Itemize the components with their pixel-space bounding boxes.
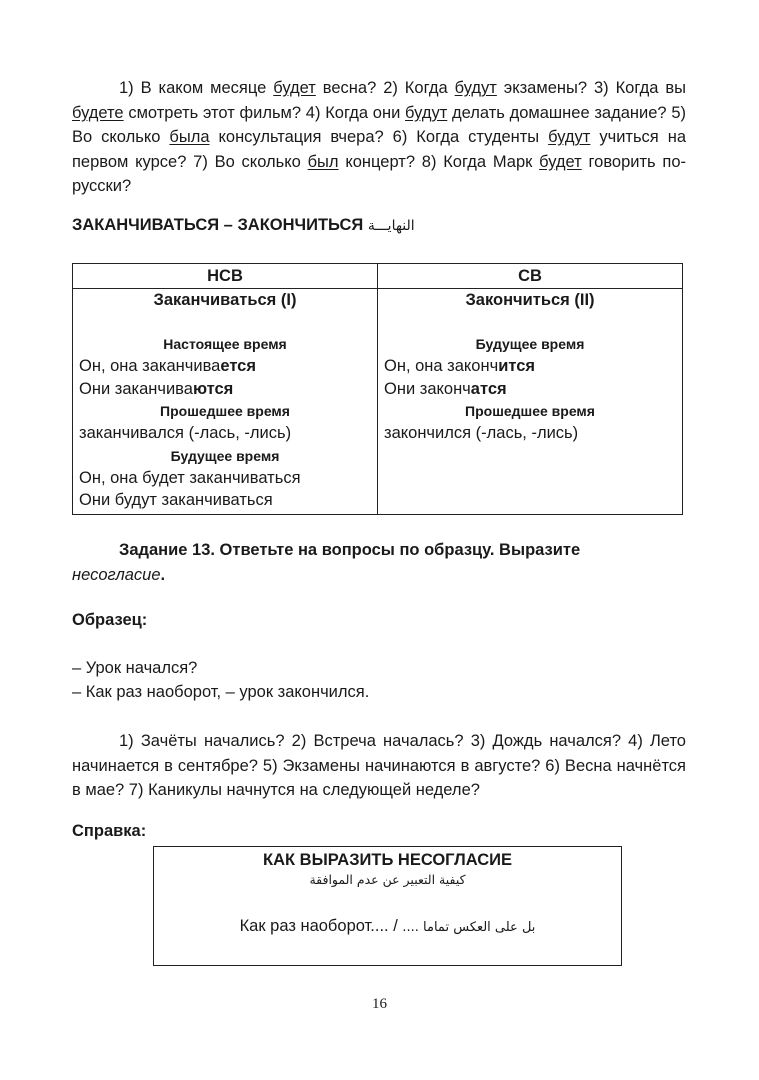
sample-line-2: – Как раз наоборот, – урок закончился. xyxy=(72,683,370,701)
nsv-present-1: Он, она заканчивается xyxy=(79,357,256,375)
nsv-past: заканчивался (-лась, -лись) xyxy=(79,424,292,442)
reference-box xyxy=(153,846,622,966)
nsv-future-2: Они будут заканчиваться xyxy=(79,491,273,509)
reference-example: Как раз наоборот.... / بل على العكس تماما .... xyxy=(239,917,536,935)
exercise-questions: 1) Зачёты начались? 2) Встреча началась? 3) Дождь начался? 4) Лето начинается в сентябре? 5) Экзамены начинаются в августе? 6) Весна начнётся в мае? 7) Каникулы начнутся на следующей неделе? xyxy=(72,732,686,799)
header-nsv: НСВ xyxy=(73,264,378,289)
conjugation-table xyxy=(72,263,683,515)
nsv-future-label: Будущее время xyxy=(170,447,280,464)
sample-line-1: – Урок начался? xyxy=(72,659,198,677)
nsv-present-2: Они заканчиваются xyxy=(79,379,234,398)
nsv-future-1: Он, она будет заканчиваться xyxy=(79,468,301,487)
sv-past: закончился (-лась, -лись) xyxy=(384,424,579,442)
sv-future-label: Будущее время xyxy=(475,336,585,352)
sv-future-2: Они закончатся xyxy=(384,379,507,398)
sv-verb: Закончиться (II) xyxy=(465,291,595,309)
section-heading-ar: النهايـــة xyxy=(367,218,415,234)
sv-past-label: Прошедшее время xyxy=(465,403,595,419)
section-heading xyxy=(72,216,415,235)
reference-label: Справка: xyxy=(72,822,147,840)
nsv-present-label: Настоящее время xyxy=(163,336,287,352)
nsv-column xyxy=(73,289,378,515)
page-number: 16 xyxy=(372,996,387,1012)
nsv-verb: Заканчиваться (I) xyxy=(153,291,297,309)
header-sv: СВ xyxy=(378,264,683,289)
task-13: Задание 13. Ответьте на вопросы по образцу. Выразите несогласие. xyxy=(72,541,581,584)
intro-questions: 1) В каком месяце будет весна? 2) Когда будут экзамены? 3) Когда вы будете смотреть этот фильм? 4) Когда они будут делать домашнее задание? 5) Во сколько была консультация вчера? 6) Когда студенты будут учиться на первом курсе? 7) Во сколько был концерт? 8) Когда Марк будет говорить по-русски? xyxy=(72,79,686,195)
reference-title-ar: كيفية التعبير عن عدم الموافقة xyxy=(309,872,466,887)
section-heading-ru: ЗАКАНЧИВАТЬСЯ – ЗАКОНЧИТЬСЯ xyxy=(72,216,364,234)
sv-column xyxy=(378,289,683,515)
nsv-past-label: Прошедшее время xyxy=(160,403,290,419)
sv-future-1: Он, она закончится xyxy=(384,357,536,375)
sample-label: Образец: xyxy=(72,611,148,629)
reference-title: КАК ВЫРАЗИТЬ НЕСОГЛАСИЕ xyxy=(263,851,512,869)
